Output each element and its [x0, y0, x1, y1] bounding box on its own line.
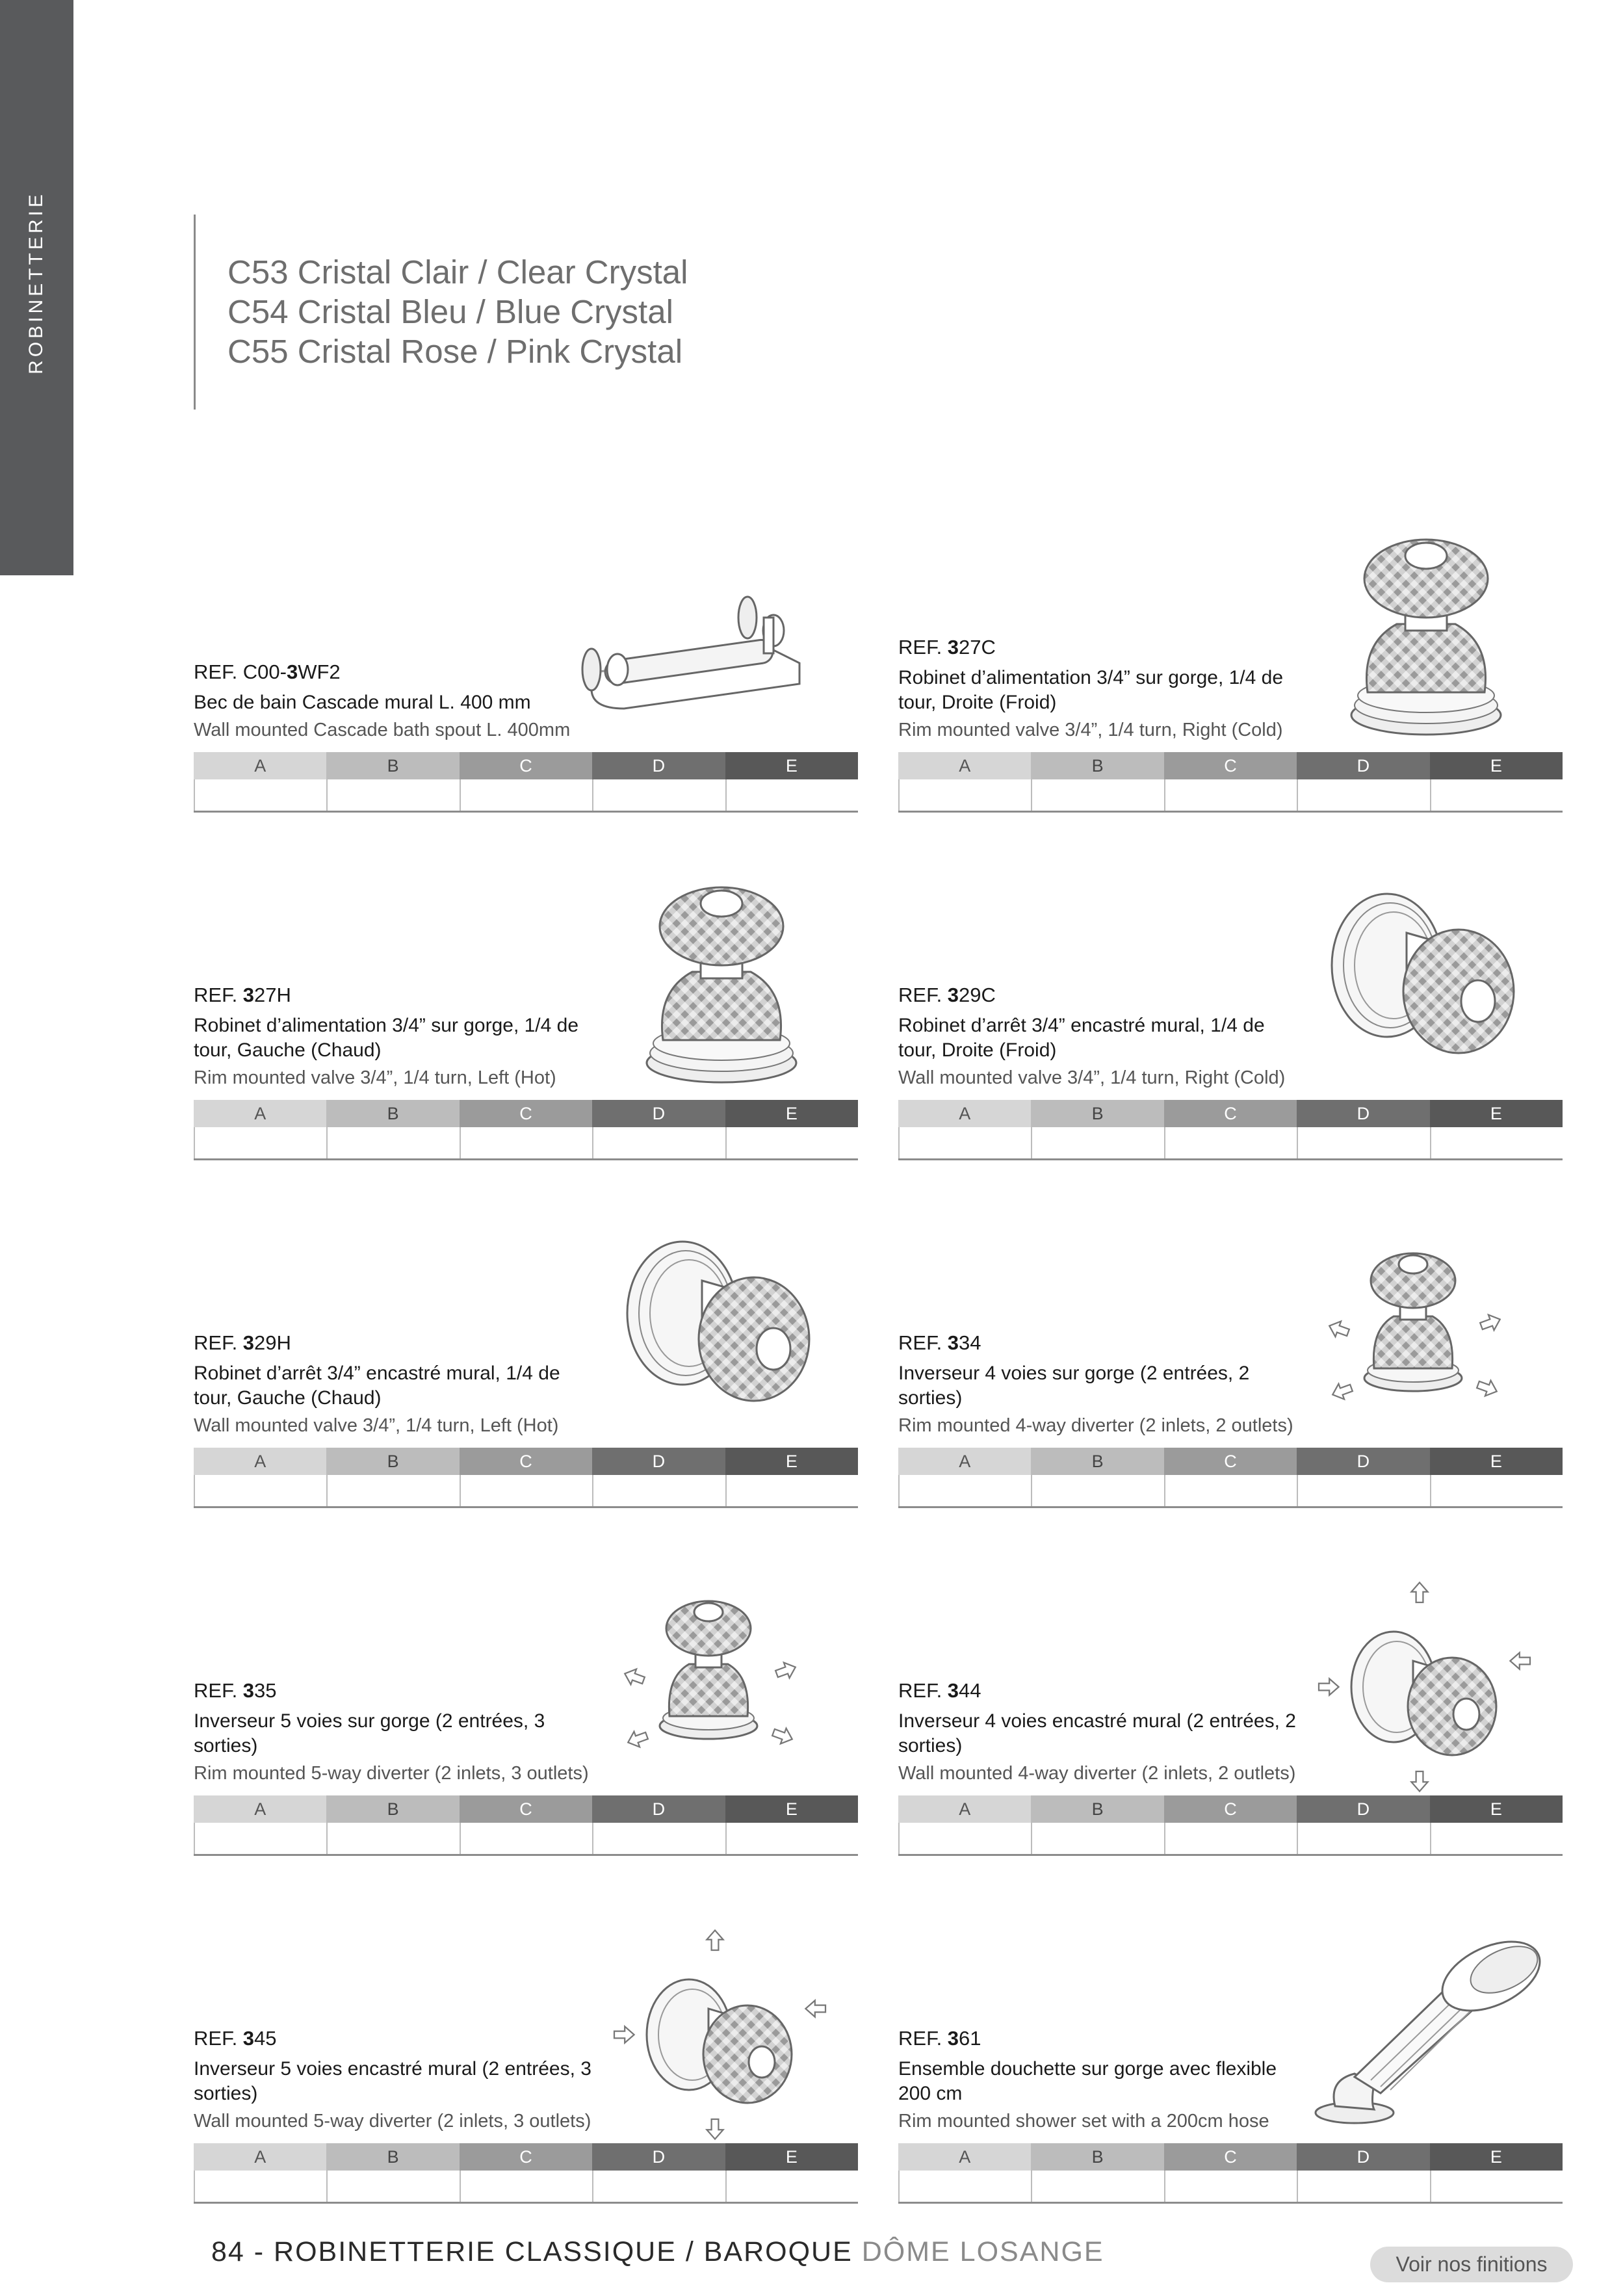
- title-line: C55 Cristal Rose / Pink Crystal: [227, 333, 683, 370]
- finish-header-cell: E: [1430, 1448, 1563, 1475]
- ref-suffix: 34: [959, 1331, 981, 1354]
- finish-header-cell: C: [1164, 1795, 1297, 1823]
- bath-spout-icon: [552, 514, 858, 761]
- finish-check-cell: [194, 779, 326, 811]
- product-text: [194, 660, 597, 742]
- finish-check-cell: [898, 1475, 1031, 1506]
- ref-prefix: REF.: [898, 1679, 948, 1702]
- finish-header-cell: B: [1031, 752, 1163, 779]
- finish-check-cell: [1031, 1475, 1163, 1506]
- finish-header-cell: A: [898, 1795, 1031, 1823]
- product-card: [194, 514, 858, 813]
- finish-check-cell: [1430, 2171, 1563, 2202]
- finish-check-cell: [1031, 779, 1163, 811]
- finish-check-cell: [460, 1475, 592, 1506]
- finish-table: [898, 1100, 1563, 1160]
- product-ref: [898, 1679, 1301, 1702]
- finish-header-cell: E: [725, 2143, 858, 2171]
- product-text: [898, 984, 1301, 1090]
- finish-check-cell: [1164, 1127, 1297, 1158]
- finish-check-cell: [592, 1475, 725, 1506]
- product-card: [898, 1557, 1563, 1856]
- ref-prefix: REF.: [898, 2027, 948, 2050]
- finish-check-cell: [592, 1823, 725, 1854]
- see-finishes-button[interactable]: Voir nos finitions: [1370, 2247, 1573, 2282]
- finish-header-cell: B: [1031, 1448, 1163, 1475]
- hand-shower-icon: [1257, 1905, 1563, 2152]
- product-text: [194, 2027, 597, 2133]
- finish-header-cell: A: [194, 1795, 326, 1823]
- finish-check-cell: [326, 2171, 459, 2202]
- finish-check-cell: [194, 1823, 326, 1854]
- finish-check-cell: [1430, 1475, 1563, 1506]
- ref-suffix: 35: [254, 1679, 277, 1702]
- footer-title: 84 - ROBINETTERIE CLASSIQUE / BAROQUE: [211, 2236, 862, 2267]
- product-ref: [194, 660, 597, 684]
- finish-check-cell: [1297, 2171, 1429, 2202]
- wall-valve-icon: [1257, 861, 1563, 1108]
- product-desc-en: Wall mounted valve 3/4”, 1/4 turn, Left (Hot): [194, 1415, 559, 1436]
- title-divider: [194, 215, 196, 410]
- product-card: [898, 1209, 1563, 1508]
- ref-series: 3: [947, 2027, 959, 2050]
- finish-header-cell: B: [326, 1100, 459, 1127]
- finish-table: [194, 2143, 858, 2204]
- finish-check-cell: [1430, 779, 1563, 811]
- finish-check-cell: [1297, 1823, 1429, 1854]
- rim-diverter-icon: [552, 1557, 858, 1804]
- finish-check-cell: [1297, 1127, 1429, 1158]
- finish-table: [194, 1795, 858, 1856]
- finish-check-cell: [725, 1127, 858, 1158]
- product-card: [194, 861, 858, 1160]
- finish-header-cell: E: [1430, 1795, 1563, 1823]
- rim-valve-icon: [552, 861, 858, 1108]
- finish-check-cell: [898, 1127, 1031, 1158]
- finish-check-cell: [1430, 1127, 1563, 1158]
- footer-collection: DÔME LOSANGE: [861, 2236, 1104, 2267]
- wall-diverter-icon: [552, 1905, 858, 2152]
- rim-valve-icon: [1257, 514, 1563, 761]
- product-ref: [898, 2027, 1301, 2050]
- finish-header-cell: E: [1430, 1100, 1563, 1127]
- finish-header-cell: E: [725, 1795, 858, 1823]
- finish-header-cell: E: [1430, 752, 1563, 779]
- rim-diverter-icon: [1257, 1209, 1563, 1456]
- finish-header-cell: C: [1164, 752, 1297, 779]
- finish-check-cell: [1430, 1823, 1563, 1854]
- finish-check-cell: [725, 1475, 858, 1506]
- side-section-label: ROBINETTERIE: [25, 191, 47, 374]
- finish-header-cell: D: [1297, 1100, 1429, 1127]
- finish-header-cell: C: [460, 752, 592, 779]
- finish-check-cell: [326, 779, 459, 811]
- finish-header-cell: A: [898, 1100, 1031, 1127]
- product-desc-en: Rim mounted 4-way diverter (2 inlets, 2 outlets): [898, 1415, 1293, 1436]
- finish-header-cell: A: [194, 2143, 326, 2171]
- finish-check-cell: [725, 1823, 858, 1854]
- product-desc-fr: Inverseur 5 voies sur gorge (2 entrées, 3 sorties): [194, 1710, 545, 1756]
- ref-series: 3: [242, 1679, 255, 1702]
- ref-prefix: REF.: [194, 2027, 243, 2050]
- finish-check-cell: [1031, 1823, 1163, 1854]
- page-footer: [211, 2236, 1104, 2268]
- finish-check-cell: [1164, 2171, 1297, 2202]
- finish-check-cell: [592, 1127, 725, 1158]
- product-card: [194, 1557, 858, 1856]
- finish-check-cell: [1031, 1127, 1163, 1158]
- finish-header-cell: A: [898, 1448, 1031, 1475]
- finish-check-cell: [592, 779, 725, 811]
- product-card: [194, 1209, 858, 1508]
- finish-table: [898, 2143, 1563, 2204]
- ref-suffix: 29C: [959, 984, 996, 1006]
- finish-header-cell: D: [592, 1448, 725, 1475]
- finish-header-cell: D: [1297, 2143, 1429, 2171]
- finish-table: [898, 752, 1563, 813]
- finish-check-cell: [898, 1823, 1031, 1854]
- ref-prefix: REF.: [194, 984, 243, 1006]
- finish-check-cell: [326, 1475, 459, 1506]
- ref-series: 3: [242, 1331, 255, 1354]
- product-ref: [194, 1679, 597, 1702]
- finish-check-cell: [460, 1823, 592, 1854]
- finish-table: [194, 1448, 858, 1508]
- finish-header-cell: D: [592, 1795, 725, 1823]
- finish-check-cell: [1031, 2171, 1163, 2202]
- ref-prefix: REF.: [194, 1331, 243, 1354]
- finish-header-cell: E: [725, 1448, 858, 1475]
- finish-header-cell: E: [725, 752, 858, 779]
- ref-suffix: WF2: [298, 660, 341, 683]
- product-desc-fr: Inverseur 4 voies encastré mural (2 entrées, 2 sorties): [898, 1710, 1296, 1756]
- ref-series: 3: [947, 1679, 959, 1702]
- finish-header-cell: E: [725, 1100, 858, 1127]
- ref-suffix: 61: [959, 2027, 981, 2050]
- product-desc-en: Rim mounted 5-way diverter (2 inlets, 3 outlets): [194, 1763, 589, 1784]
- finish-header-cell: A: [194, 1100, 326, 1127]
- wall-valve-icon: [552, 1209, 858, 1456]
- collection-titles: [227, 252, 688, 371]
- wall-diverter-icon: [1257, 1557, 1563, 1804]
- product-card: [898, 1905, 1563, 2204]
- finish-header-cell: A: [194, 752, 326, 779]
- finish-check-cell: [1297, 1475, 1429, 1506]
- finish-check-cell: [1164, 779, 1297, 811]
- finish-header-cell: B: [326, 2143, 459, 2171]
- product-desc-fr: Ensemble douchette sur gorge avec flexible 200 cm: [898, 2058, 1277, 2104]
- product-desc-fr: Robinet d’alimentation 3/4” sur gorge, 1/4 de tour, Gauche (Chaud): [194, 1015, 579, 1061]
- product-text: [194, 1679, 597, 1786]
- finish-header-cell: D: [1297, 1795, 1429, 1823]
- product-desc-en: Wall mounted 5-way diverter (2 inlets, 3 outlets): [194, 2111, 591, 2132]
- product-desc-en: Rim mounted shower set with a 200cm hose: [898, 2111, 1269, 2132]
- finish-header-cell: C: [1164, 2143, 1297, 2171]
- finish-header-cell: D: [592, 2143, 725, 2171]
- product-desc-fr: Inverseur 5 voies encastré mural (2 entrées, 3 sorties): [194, 2058, 591, 2104]
- product-text: [194, 1331, 597, 1438]
- finish-header-cell: D: [592, 752, 725, 779]
- ref-suffix: 45: [254, 2027, 277, 2050]
- ref-series: 3: [947, 636, 959, 659]
- finish-table: [898, 1448, 1563, 1508]
- finish-header-cell: B: [1031, 2143, 1163, 2171]
- ref-series: 3: [242, 2027, 255, 2050]
- ref-series: 3: [947, 1331, 959, 1354]
- finish-table: [194, 752, 858, 813]
- product-ref: [194, 1331, 597, 1355]
- product-desc-en: Rim mounted valve 3/4”, 1/4 turn, Right (Cold): [898, 720, 1283, 740]
- finish-header-cell: A: [194, 1448, 326, 1475]
- finish-header-cell: C: [460, 1795, 592, 1823]
- finish-header-cell: A: [898, 2143, 1031, 2171]
- ref-series: 3: [242, 984, 255, 1006]
- product-text: [194, 984, 597, 1090]
- ref-prefix: REF.: [898, 984, 948, 1006]
- finish-check-cell: [460, 2171, 592, 2202]
- ref-series: 3: [286, 660, 298, 683]
- finish-check-cell: [725, 2171, 858, 2202]
- finish-header-cell: D: [592, 1100, 725, 1127]
- ref-suffix: 27H: [254, 984, 291, 1006]
- finish-header-cell: B: [326, 1448, 459, 1475]
- product-card: [898, 861, 1563, 1160]
- product-desc-fr: Robinet d’arrêt 3/4” encastré mural, 1/4 de tour, Droite (Froid): [898, 1015, 1265, 1061]
- product-desc-fr: Robinet d’alimentation 3/4” sur gorge, 1/4 de tour, Droite (Froid): [898, 667, 1284, 713]
- product-ref: [898, 636, 1301, 659]
- side-section-tab: [0, 0, 73, 575]
- finish-check-cell: [194, 1127, 326, 1158]
- finish-header-cell: C: [1164, 1448, 1297, 1475]
- product-ref: [898, 1331, 1301, 1355]
- ref-suffix: 29H: [254, 1331, 291, 1354]
- finish-header-cell: B: [1031, 1100, 1163, 1127]
- finish-header-cell: C: [460, 2143, 592, 2171]
- finish-check-cell: [194, 2171, 326, 2202]
- product-ref: [898, 984, 1301, 1007]
- finish-header-cell: B: [326, 1795, 459, 1823]
- finish-check-cell: [460, 1127, 592, 1158]
- finish-check-cell: [1297, 779, 1429, 811]
- product-desc-fr: Bec de bain Cascade mural L. 400 mm: [194, 692, 531, 713]
- product-desc-fr: Inverseur 4 voies sur gorge (2 entrées, 2 sorties): [898, 1363, 1250, 1409]
- finish-check-cell: [592, 2171, 725, 2202]
- product-desc-en: Rim mounted valve 3/4”, 1/4 turn, Left (Hot): [194, 1067, 556, 1088]
- finish-table: [194, 1100, 858, 1160]
- finish-check-cell: [326, 1823, 459, 1854]
- finish-header-cell: C: [460, 1448, 592, 1475]
- product-text: [898, 1331, 1301, 1438]
- finish-header-cell: C: [1164, 1100, 1297, 1127]
- product-card: [194, 1905, 858, 2204]
- ref-prefix: REF.: [898, 1331, 948, 1354]
- finish-header-cell: A: [898, 752, 1031, 779]
- product-desc-en: Wall mounted Cascade bath spout L. 400mm: [194, 720, 571, 740]
- finish-header-cell: B: [1031, 1795, 1163, 1823]
- product-desc-en: Wall mounted valve 3/4”, 1/4 turn, Right (Cold): [898, 1067, 1286, 1088]
- ref-prefix: REF.: [194, 1679, 243, 1702]
- finish-header-cell: B: [326, 752, 459, 779]
- product-desc-en: Wall mounted 4-way diverter (2 inlets, 2 outlets): [898, 1763, 1296, 1784]
- finish-check-cell: [898, 779, 1031, 811]
- finish-check-cell: [194, 1475, 326, 1506]
- finish-check-cell: [326, 1127, 459, 1158]
- product-card: [898, 514, 1563, 813]
- ref-prefix: REF. C00-: [194, 660, 287, 683]
- title-line: C53 Cristal Clair / Clear Crystal: [227, 254, 688, 291]
- finish-header-cell: D: [1297, 1448, 1429, 1475]
- product-ref: [194, 984, 597, 1007]
- ref-series: 3: [947, 984, 959, 1006]
- ref-suffix: 27C: [959, 636, 996, 659]
- product-text: [898, 636, 1301, 742]
- finish-check-cell: [1164, 1475, 1297, 1506]
- finish-check-cell: [898, 2171, 1031, 2202]
- finish-header-cell: C: [460, 1100, 592, 1127]
- ref-suffix: 44: [959, 1679, 981, 1702]
- finish-table: [898, 1795, 1563, 1856]
- ref-prefix: REF.: [898, 636, 948, 659]
- title-line: C54 Cristal Bleu / Blue Crystal: [227, 293, 673, 330]
- product-desc-fr: Robinet d’arrêt 3/4” encastré mural, 1/4 de tour, Gauche (Chaud): [194, 1363, 560, 1409]
- product-text: [898, 1679, 1301, 1786]
- finish-check-cell: [460, 779, 592, 811]
- finish-check-cell: [725, 779, 858, 811]
- product-ref: [194, 2027, 597, 2050]
- finish-check-cell: [1164, 1823, 1297, 1854]
- finish-header-cell: E: [1430, 2143, 1563, 2171]
- product-text: [898, 2027, 1301, 2133]
- finish-header-cell: D: [1297, 752, 1429, 779]
